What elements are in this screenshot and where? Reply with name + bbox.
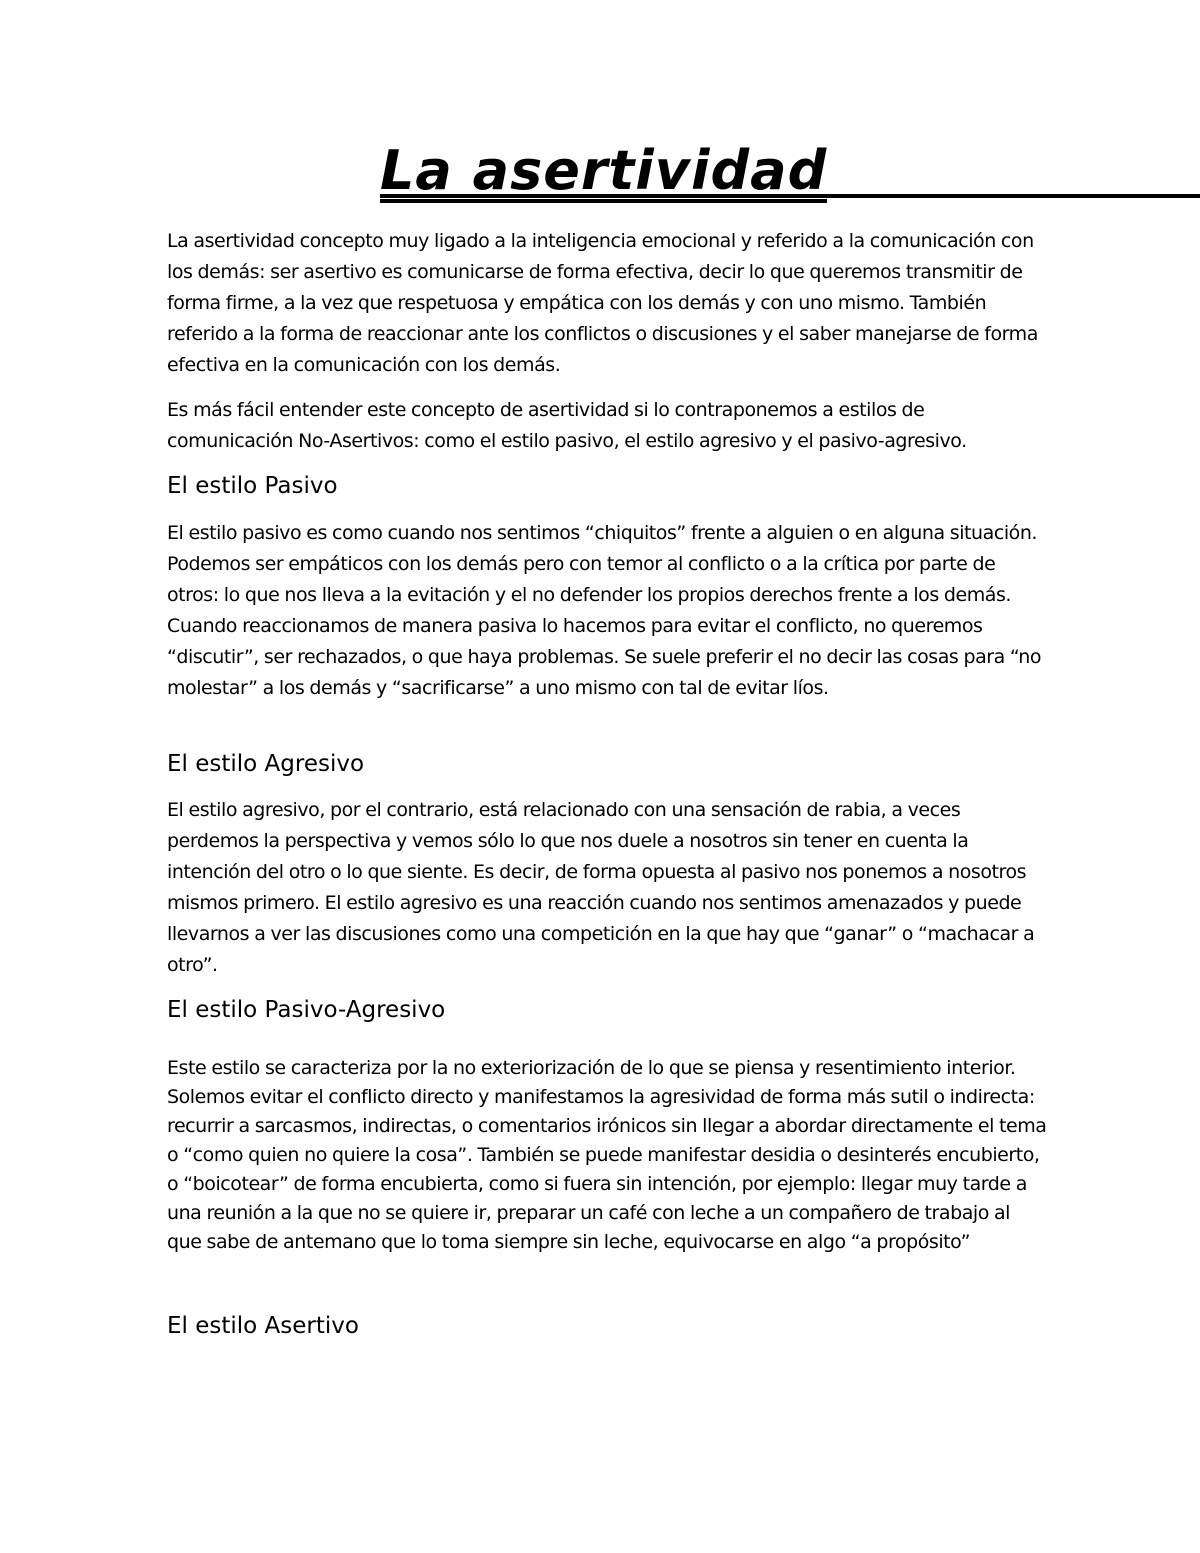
paragraph-intro: La asertividad concepto muy ligado a la inteligencia emocional y referido a la comunicación con los demás: ser asertivo es comunicarse de forma efectiva, decir lo que queremos transmitir de forma firme, a la vez que respetuosa y empática con los demás y con uno mismo. También referido a la forma de reaccionar ante los conflictos o discusiones y el saber manejarse de forma efectiva en la comunicación con los demás. (167, 230, 1038, 376)
heading-estilo-asertivo: El estilo Asertivo (167, 1313, 359, 1339)
paragraph-intro-2: Es más fácil entender este concepto de asertividad si lo contraponemos a estilos de comunicación No-Asertivos: como el estilo pasivo, el estilo agresivo y el pasivo-agresivo. (167, 399, 967, 452)
document-title (380, 138, 1200, 202)
document-title-text: La asertividad (380, 139, 828, 202)
paragraph-estilo-agresivo: El estilo agresivo, por el contrario, está relacionado con una sensación de rabia, a veces perdemos la perspectiva y vemos sólo lo que nos duele a nosotros sin tener en cuenta la intención del otro o lo que siente. Es decir, de forma opuesta al pasivo nos ponemos a nosotros mismos primero. El estilo agresivo es una reacción cuando nos sentimos amenazados y puede llevarnos a ver las discusiones como una competición en la que hay que “ganar” o “machacar a otro”. (167, 799, 1035, 976)
heading-estilo-agresivo: El estilo Agresivo (167, 751, 365, 777)
paragraph-estilo-pasivo-agresivo: Este estilo se caracteriza por la no exteriorización de lo que se piensa y resentimiento interior. Solemos evitar el conflicto directo y manifestamos la agresividad de forma más sutil o indirecta: recurrir a sarcasmos, indirectas, o comentarios irónicos sin llegar a abordar directamente el tema o “como quien no quiere la cosa”. También se puede manifestar desidia o desinterés encubierto, o “boicotear” de forma encubierta, como si fuera sin intención, por ejemplo: llegar muy tarde a una reunión a la que no se quiere ir, preparar un café con leche a un compañero de trabajo al que sabe de antemano que lo toma siempre sin leche, equivocarse en algo “a propósito” (167, 1057, 1047, 1253)
heading-estilo-pasivo: El estilo Pasivo (167, 473, 338, 499)
paragraph-estilo-pasivo: El estilo pasivo es como cuando nos sentimos “chiquitos” frente a alguien o en alguna situación. Podemos ser empáticos con los demás pero con temor al conflicto o a la crítica por parte de otros: lo que nos lleva a la evitación y el no defender los propios derechos frente a los demás. Cuando reaccionamos de manera pasiva lo hacemos para evitar el conflicto, no queremos “discutir”, ser rechazados, o que haya problemas. Se suele preferir el no decir las cosas para “no molestar” a los demás y “sacrificarse” a uno mismo con tal de evitar líos. (167, 522, 1042, 699)
heading-estilo-pasivo-agresivo: El estilo Pasivo-Agresivo (167, 997, 446, 1023)
